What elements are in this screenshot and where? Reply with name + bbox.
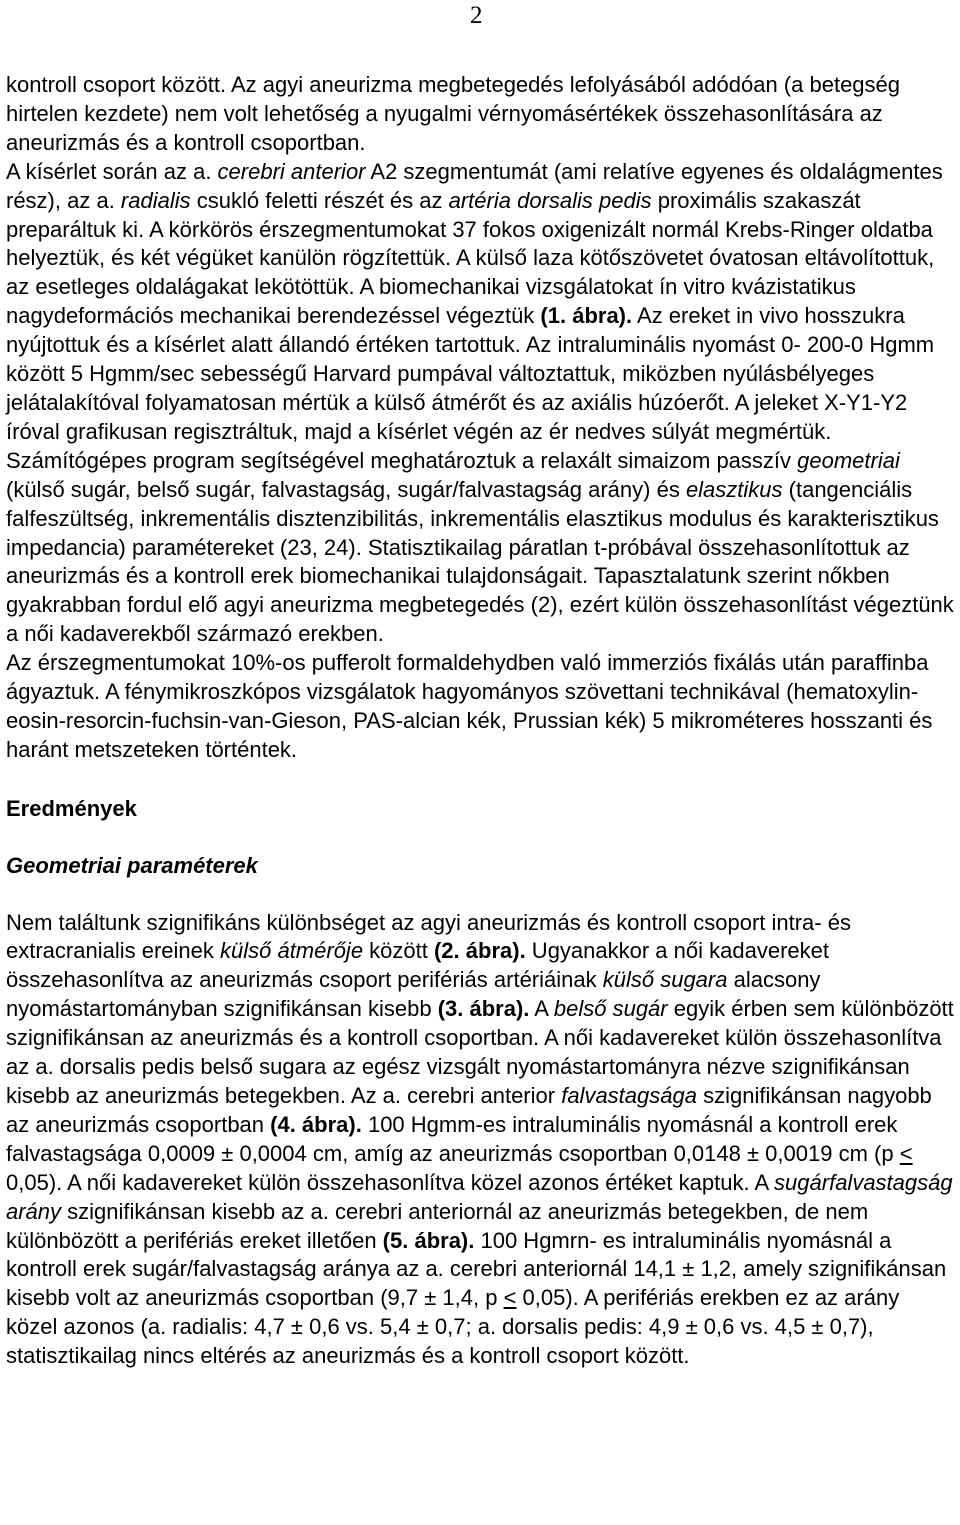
italic-term: elasztikus	[685, 476, 783, 502]
italic-term: sugárfalvastagság arány	[6, 1169, 953, 1224]
italic-term: belső sugár	[553, 996, 668, 1022]
text-run: A kísérlet során az a.	[6, 158, 218, 184]
italic-term: artéria dorsalis pedis	[448, 187, 652, 213]
figure-ref: (4. ábra).	[270, 1111, 362, 1137]
text-run: csukló feletti részét és az	[190, 187, 449, 213]
text-run: szignifikánsan kisebb az a. cerebri anteriornál az aneurizmás betegekben, de nem különbözött a perifériás ereket illetően	[6, 1198, 869, 1253]
italic-term: cerebri anterior	[217, 158, 366, 184]
italic-term: falvastagsága	[561, 1083, 697, 1108]
text-run: Az ereket in vivo hosszukra nyújtottuk és a kísérlet alatt állandó értéken tartottuk. Az intraluminális nyomást 0- 200-0 Hgmm között 5 Hgmm/sec sebességű Harvard pumpával változtattuk, miközben nyúlásbélyeges jelátalakítóval folyamatosan mértük a külső átmérőt és az axiális húzóerőt. A jeleket X-Y1-Y2 íróval grafikusan regisztráltuk, majd a kísérlet végén az ér nedves súlyát megmértük. Számítógépes program segítségével meghatároztuk a relaxált simaizom passzív	[6, 303, 935, 473]
text-run: egyik érben sem különbözött szignifikánsan az aneurizmás és a kontroll csoportban. A női kadavereket külön összehasonlítva az a. dorsalis pedis belső sugara az egész vizsgált nyomástartományra nézve szignifikánsan kisebb az aneurizmás betegekben. Az a. cerebri anterior	[6, 996, 954, 1108]
text-run: Ugyanakkor a női kadavereket összehasonlítva az aneurizmás csoport perifériás artériáinak	[6, 938, 829, 993]
figure-ref: (1. ábra).	[540, 303, 633, 329]
page-number: 2	[470, 2, 483, 29]
italic-term: radialis	[120, 187, 191, 213]
results-heading: Eredmények	[6, 795, 137, 821]
text-run: alacsony nyomástartományban szignifikánsan kisebb	[6, 967, 821, 1022]
text-run: között	[363, 938, 434, 964]
histology-paragraph: Az érszegmentumokat 10%-os pufferolt formaldehydben való immerziós fixálás után paraffinba ágyaztuk. A fénymikroszkópos vizsgálatok hagyományos szövettani technikával (hematoxylin-eosin-resorcin-fuchsin-van-Gieson, PAS-alcian kék, Prussian kék) 5 mikrométeres hosszanti és haránt metszeteken történtek.	[6, 650, 933, 762]
italic-term: geometriai	[797, 447, 900, 473]
figure-ref: (3. ábra).	[437, 996, 530, 1022]
text-run: (külső sugár, belső sugár, falvastagság, sugár/falvastagság arány) és	[6, 476, 686, 502]
italic-term: külső átmérője	[219, 938, 364, 964]
text-run: 0,05). A női kadavereket külön összehasonlítva közel azonos értéket kaptuk. A	[6, 1169, 775, 1195]
text-run: A2 szegmentumát (ami relatíve egyenes és oldalágmentes rész), az a.	[6, 158, 943, 213]
text-run: proximális szakaszát preparáltuk ki. A körkörös érszegmentumokat 37 fokos oxigenizált normál Krebs-Ringer oldatba helyeztük, és két végüket kanülön rögzítettük. A külső laza kötőszövetet óvatosan eltávolítottuk, az esetleges oldalágakat lekötöttük. A biomechanikai vizsgálatokat ín vitro kvázistatikus nagydeformációs mechanikai berendezéssel végeztük	[6, 187, 935, 329]
text-run: A	[529, 996, 554, 1022]
text-run: szignifikánsan nagyobb az aneurizmás csoportban	[6, 1083, 932, 1137]
figure-ref: (5. ábra).	[382, 1227, 475, 1253]
text-run: Nem találtunk szignifikáns különbséget az agyi aneurizmás és kontroll csoport intra- és extracranialis ereinek	[6, 909, 851, 964]
text-run: 100 Hgmrn- es intraluminális nyomásnál a kontroll erek sugár/falvastagság aránya az a. cerebri anteriornál 14,1 ± 1,2, amely szignifikánsan kisebb volt az aneurizmás csoportban (9,7 ± 1,4, p	[6, 1227, 947, 1311]
underlined-symbol: <	[503, 1285, 517, 1311]
results-paragraph	[6, 909, 956, 1372]
underlined-symbol: <	[899, 1140, 913, 1166]
text-run: (tangenciális falfeszültség, inkrementális disztenzibilitás, inkrementális elasztikus modulus és karakterisztikus impedancia) paramétereket (23, 24). Statisztikailag páratlan t-próbával összehasonlítottuk az aneurizmás és a kontroll erek biomechanikai tulajdonságait. Tapasztalatunk szerint nőkben gyakrabban fordul elő agyi aneurizma megbetegedés (2), ezért külön összehasonlítást végeztünk a női kadaverekből származó erekben.	[6, 476, 954, 647]
geometry-subheading: Geometriai paraméterek	[6, 852, 258, 878]
document-body	[6, 71, 956, 1371]
text-run: 0,05). A perifériás erekben ez az arány közel azonos (a. radialis: 4,7 ± 0,6 vs. 5,4 ± 0,7; a. dorsalis pedis: 4,9 ± 0,6 vs. 4,5 ± 0,7), statisztikailag nincs eltérés az aneurizmás és a kontroll csoport között.	[6, 1285, 900, 1369]
text-run: 100 Hgmm-es intraluminális nyomásnál a kontroll erek falvastagsága 0,0009 ± 0,0004 cm, amíg az aneurizmás csoportban 0,0148 ± 0,0019 cm (p	[6, 1111, 900, 1166]
methods-paragraph	[6, 71, 956, 649]
figure-ref: (2. ábra).	[433, 938, 526, 964]
italic-term: külső sugara	[602, 967, 728, 993]
text-run: kontroll csoport között. Az agyi aneurizma megbetegedés lefolyásából adódóan (a betegség hirtelen kezdete) nem volt lehetőség a nyugalmi vérnyomásértékek összehasonlítására az aneurizmás és a kontroll csoportban.	[6, 72, 901, 155]
